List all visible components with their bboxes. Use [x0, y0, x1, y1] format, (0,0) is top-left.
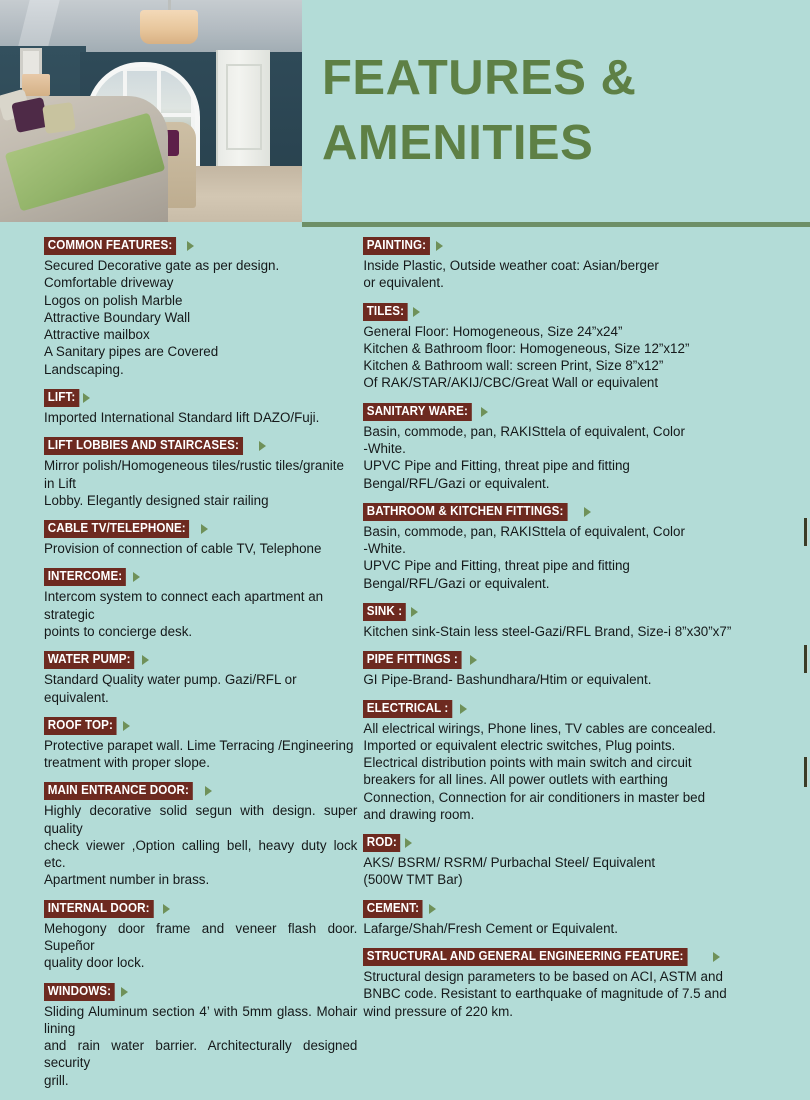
section-body-lift-lobbies-and-staircases [44, 457, 357, 509]
section-pipe-fittings [363, 651, 770, 695]
section-body-line: or equivalent. [363, 275, 444, 291]
section-heading-label: PAINTING: [363, 237, 430, 255]
triangle-right-icon [470, 655, 477, 665]
section-heading-label: BATHROOM & KITCHEN FITTINGS: [363, 503, 567, 521]
section-heading-label: WINDOWS: [44, 983, 115, 1001]
photo-pendant-lamp [140, 10, 198, 44]
section-body-line: Provision of connection of cable TV, Telephone [44, 541, 322, 557]
triangle-right-icon [411, 607, 418, 617]
section-body-common-features [44, 257, 357, 378]
section-body-line: Inside Plastic, Outside weather coat: Asian/berger [363, 258, 659, 273]
section-body-line: grill. [44, 1072, 69, 1088]
section-spacer [363, 640, 770, 647]
section-common-features [44, 237, 357, 385]
triangle-right-icon [163, 904, 170, 914]
section-body-line: UPVC Pipe and Fitting, threat pipe and fitting [363, 458, 630, 474]
section-body-line: check viewer ,Option calling bell, heavy duty lock etc. [44, 837, 358, 871]
section-body-rod [363, 854, 770, 889]
section-body-pipe-fittings [363, 671, 770, 688]
section-body-line: Imported International Standard lift DAZO/Fuji. [44, 409, 320, 425]
triangle-right-icon [205, 786, 212, 796]
section-heading-label: INTERCOME: [44, 568, 126, 586]
section-body-sanitary-ware [363, 423, 770, 492]
section-spacer [44, 426, 357, 433]
page-edge-tick-mark [804, 645, 808, 673]
section-body-cement [363, 920, 770, 937]
section-body-line: Sliding Aluminum section 4’ with 5mm glass. Mohair lining [44, 1003, 358, 1036]
section-body-line: Mirror polish/Homogeneous tiles/rustic tiles/granite in Lift [44, 458, 344, 491]
section-body-line: Standard Quality water pump. Gazi/RFL or equivalent. [44, 672, 297, 705]
section-spacer [363, 823, 770, 830]
section-body-line: Imported or equivalent electric switches, Plug points. [363, 737, 676, 753]
section-heading-label: LIFT LOBBIES AND STAIRCASES: [44, 437, 243, 455]
section-heading-electrical [363, 700, 467, 718]
section-spacer [363, 889, 770, 896]
section-body-structural-and-general-engineering-feature [363, 968, 770, 1020]
section-heading-label: ELECTRICAL : [363, 700, 452, 718]
section-heading-common-features [44, 237, 194, 255]
section-body-bathroom-kitchen-fittings [363, 523, 770, 592]
section-body-line: Attractive Boundary Wall [44, 309, 191, 325]
section-sink [363, 603, 770, 647]
photo-composition [0, 0, 302, 222]
section-spacer [44, 1089, 357, 1096]
section-heading-intercome [44, 568, 140, 586]
section-heading-internal-door [44, 900, 170, 918]
section-body-line: Of RAK/STAR/AKIJ/CBC/Great Wall or equivalent [363, 375, 659, 391]
section-body-line: General Floor: Homogeneous, Size 24”x24” [363, 323, 623, 339]
section-body-line: Mehogony door frame and veneer flash door. Supeñor [44, 920, 358, 954]
section-body-line: All electrical wirings, Phone lines, TV cables are concealed. [363, 720, 716, 736]
section-cable-tv-telephone [44, 520, 357, 564]
section-heading-windows [44, 983, 128, 1001]
section-body-line: Structural design parameters to be based on ACI, ASTM and [363, 969, 723, 985]
section-body-line: -White. [363, 541, 406, 557]
triangle-right-icon [429, 904, 436, 914]
page-header [0, 0, 810, 227]
triangle-right-icon [123, 721, 130, 731]
triangle-right-icon [83, 393, 90, 403]
page-title-line-1: FEATURES & [322, 51, 637, 106]
left-column [6, 237, 363, 1100]
section-body-windows [44, 1003, 357, 1089]
section-body-lift [44, 409, 357, 426]
section-heading-lift [44, 389, 90, 407]
section-heading-main-entrance-door [44, 782, 212, 800]
section-body-line: Bengal/RFL/Gazi or equivalent. [363, 475, 550, 491]
triangle-right-icon [405, 838, 412, 848]
section-body-line: Comfortable driveway [44, 275, 174, 291]
section-spacer [44, 706, 357, 713]
section-body-line: Landscaping. [44, 361, 124, 377]
section-bathroom-kitchen-fittings [363, 503, 770, 599]
section-heading-label: ROOF TOP: [44, 717, 117, 735]
triangle-right-icon [187, 241, 194, 251]
section-body-line: Attractive mailbox [44, 327, 150, 343]
section-lift-lobbies-and-staircases [44, 437, 357, 516]
section-heading-label: LIFT: [44, 389, 79, 407]
section-heading-label: TILES: [363, 303, 408, 321]
section-body-line: Basin, commode, pan, RAKISttela of equivalent, Color [363, 523, 685, 539]
section-heading-label: MAIN ENTRANCE DOOR: [44, 782, 193, 800]
section-body-line: Basin, commode, pan, RAKISttela of equivalent, Color [363, 423, 685, 439]
section-heading-sink [363, 603, 417, 621]
section-roof-top [44, 717, 357, 779]
section-spacer [44, 509, 357, 516]
section-heading-lift-lobbies-and-staircases [44, 437, 266, 455]
triangle-right-icon [584, 507, 591, 517]
triangle-right-icon [201, 524, 208, 534]
section-lift [44, 389, 357, 433]
triangle-right-icon [413, 307, 420, 317]
section-heading-label: PIPE FITTINGS : [363, 651, 462, 669]
section-spacer [44, 889, 357, 896]
section-body-line: treatment with proper slope. [44, 755, 210, 771]
section-cement [363, 900, 770, 944]
section-body-main-entrance-door [44, 802, 357, 888]
section-heading-painting [363, 237, 443, 255]
section-body-electrical [363, 720, 770, 824]
section-body-line: Electrical distribution points with main switch and circuit [363, 755, 692, 771]
section-body-line: Logos on polish Marble [44, 292, 183, 308]
section-body-line: Kitchen & Bathroom wall: screen Print, Size 8”x12” [363, 358, 664, 374]
section-electrical [363, 700, 770, 831]
section-body-line: BNBC code. Resistant to earthquake of magnitude of 7.5 and [363, 986, 727, 1002]
section-spacer [363, 1020, 770, 1027]
section-heading-pipe-fittings [363, 651, 477, 669]
section-body-line: Highly decorative solid segun with design. super quality [44, 803, 358, 836]
section-heading-label: COMMON FEATURES: [44, 237, 176, 255]
page-title-line-2: AMENITIES [322, 116, 594, 170]
features-content [0, 227, 810, 1100]
section-heading-label: SANITARY WARE: [363, 403, 472, 421]
page-edge-tick-mark [804, 757, 808, 787]
section-spacer [363, 592, 770, 599]
section-body-line: A Sanitary pipes are Covered [44, 344, 219, 360]
section-body-line: Connection, Connection for air conditioners in master bed [363, 789, 706, 805]
section-body-line: AKS/ BSRM/ RSRM/ Purbachal Steel/ Equivalent [363, 855, 656, 871]
section-heading-label: SINK : [363, 603, 406, 621]
section-heading-label: CABLE TV/TELEPHONE: [44, 520, 189, 538]
section-heading-roof-top [44, 717, 130, 735]
section-body-internal-door [44, 920, 357, 972]
section-body-line: Kitchen sink-Stain less steel-Gazi/RFL Brand, Size-i 8”x30”x7” [363, 623, 732, 639]
section-heading-cable-tv-telephone [44, 520, 208, 538]
section-internal-door [44, 900, 357, 979]
section-body-cable-tv-telephone [44, 540, 357, 557]
section-body-line: Protective parapet wall. Lime Terracing /Engineering [44, 737, 354, 753]
section-body-line: Kitchen & Bathroom floor: Homogeneous, Size 12”x12” [363, 340, 690, 356]
triangle-right-icon [259, 441, 266, 451]
section-body-tiles [363, 323, 770, 392]
section-spacer [363, 937, 770, 944]
section-body-line: (500W TMT Bar) [363, 872, 463, 888]
section-body-intercome [44, 588, 357, 640]
section-main-entrance-door [44, 782, 357, 895]
section-spacer [44, 557, 357, 564]
section-spacer [363, 492, 770, 499]
section-body-line: points to concierge desk. [44, 623, 193, 639]
triangle-right-icon [436, 241, 443, 251]
section-spacer [363, 292, 770, 299]
page-title-block [302, 0, 810, 222]
section-heading-tiles [363, 303, 419, 321]
section-body-line: Intercom system to connect each apartment an strategic [44, 589, 324, 622]
section-spacer [44, 972, 357, 979]
section-body-line: and rain water barrier. Architecturally designed security [44, 1038, 358, 1071]
section-body-line: Secured Decorative gate as per design. [44, 258, 280, 273]
section-heading-label: WATER PUMP: [44, 651, 134, 669]
section-body-line: Lobby. Elegantly designed stair railing [44, 492, 269, 508]
triangle-right-icon [460, 704, 467, 714]
section-body-line: Lafarge/Shah/Fresh Cement or Equivalent. [363, 920, 618, 936]
section-body-line: Bengal/RFL/Gazi or equivalent. [363, 575, 550, 591]
section-structural-and-general-engineering-feature [363, 948, 770, 1027]
photo-table-lamp [22, 74, 50, 96]
section-heading-label: CEMENT: [363, 900, 423, 918]
section-spacer [363, 689, 770, 696]
section-spacer [44, 771, 357, 778]
section-body-line: UPVC Pipe and Fitting, threat pipe and fitting [363, 558, 630, 574]
section-body-line: breakers for all lines. All power outlets with earthing [363, 772, 668, 788]
triangle-right-icon [481, 407, 488, 417]
section-heading-cement [363, 900, 435, 918]
section-heading-label: ROD: [363, 834, 401, 852]
section-water-pump [44, 651, 357, 713]
section-body-line: Apartment number in brass. [44, 872, 210, 888]
section-intercome [44, 568, 357, 647]
section-heading-water-pump [44, 651, 149, 669]
triangle-right-icon [121, 987, 128, 997]
section-spacer [44, 378, 357, 385]
section-body-painting [363, 257, 770, 292]
section-body-water-pump [44, 671, 357, 706]
hero-bedroom-photo [0, 0, 302, 222]
section-heading-label: STRUCTURAL AND GENERAL ENGINEERING FEATURE: [363, 948, 687, 966]
photo-pillow [42, 102, 76, 134]
section-spacer [363, 392, 770, 399]
section-heading-bathroom-kitchen-fittings [363, 503, 591, 521]
section-heading-structural-and-general-engineering-feature [363, 948, 720, 966]
section-tiles [363, 303, 770, 399]
section-body-line: GI Pipe-Brand- Bashundhara/Htim or equivalent. [363, 672, 652, 688]
section-body-line: and drawing room. [363, 806, 475, 822]
section-heading-rod [363, 834, 411, 852]
section-body-line: quality door lock. [44, 955, 145, 971]
section-spacer [44, 640, 357, 647]
right-column [363, 237, 804, 1100]
section-heading-label: INTERNAL DOOR: [44, 900, 153, 918]
section-windows [44, 983, 357, 1096]
section-body-sink [363, 623, 770, 640]
triangle-right-icon [142, 655, 149, 665]
section-sanitary-ware [363, 403, 770, 499]
triangle-right-icon [133, 572, 140, 582]
section-heading-sanitary-ware [363, 403, 488, 421]
section-body-line: wind pressure of 220 km. [363, 1003, 513, 1019]
section-rod [363, 834, 770, 896]
triangle-right-icon [713, 952, 720, 962]
section-body-line: -White. [363, 440, 406, 456]
page-edge-tick-mark [804, 518, 808, 546]
section-painting [363, 237, 770, 299]
section-body-roof-top [44, 737, 357, 772]
